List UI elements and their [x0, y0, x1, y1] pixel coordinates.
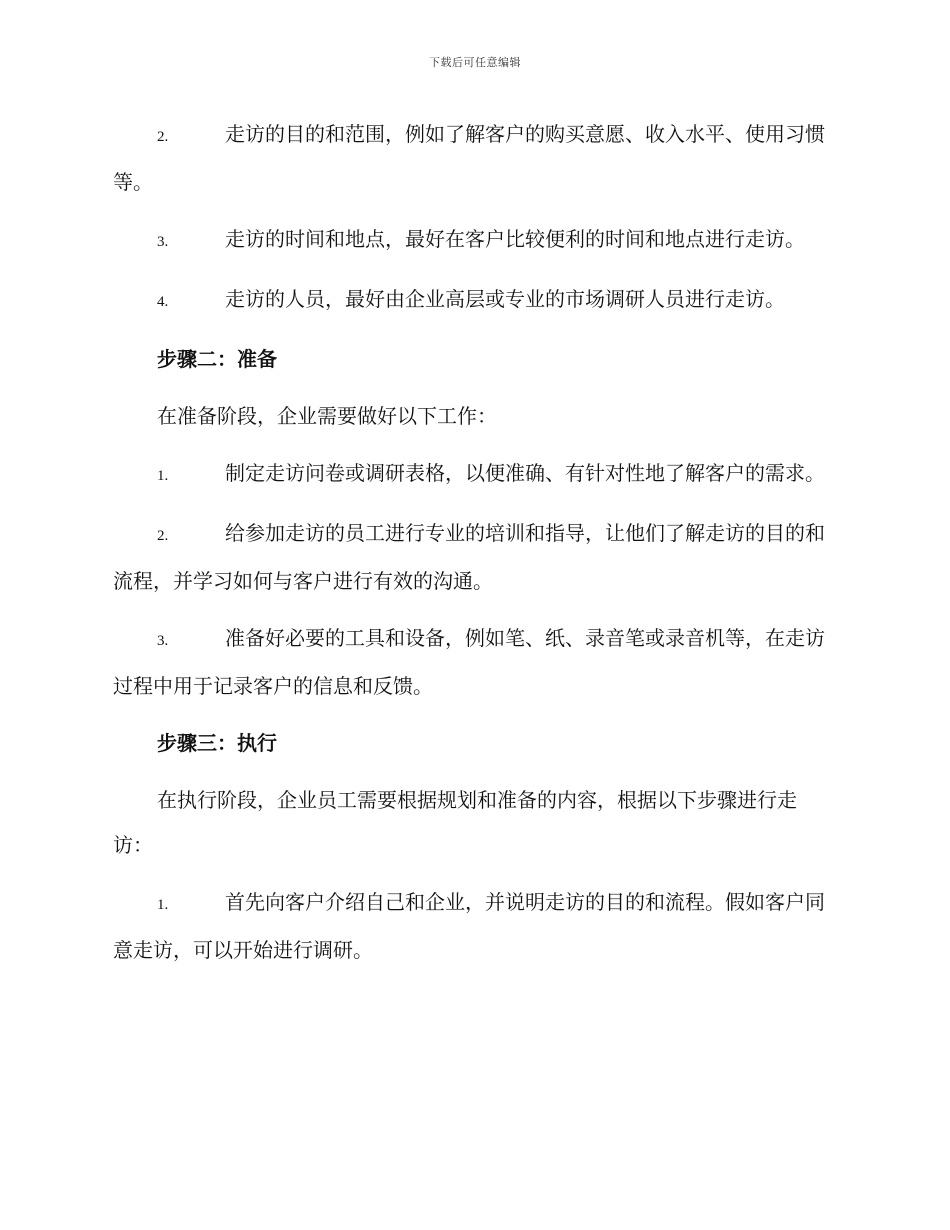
paragraph: 在准备阶段，企业需要做好以下工作：	[157, 404, 497, 428]
list-item	[113, 451, 833, 499]
list-text: 给参加走访的员工进行专业的培训和指导，让他们了解走访的目的和流程，并学习如何与客户进行有效的沟通。	[113, 521, 825, 593]
list-text: 走访的人员，最好由企业高层或专业的市场调研人员进行走访。	[225, 287, 785, 311]
section-heading: 步骤三：执行	[157, 731, 277, 755]
list-number: 2.	[157, 528, 169, 544]
list-number: 1.	[157, 897, 169, 913]
list-text: 制定走访问卷或调研表格，以便准确、有针对性地了解客户的需求。	[225, 461, 825, 485]
list-text: 准备好必要的工具和设备，例如笔、纸、录音笔或录音机等，在走访过程中用于记录客户的信息和反馈。	[113, 626, 825, 698]
list-item	[113, 880, 833, 973]
document-body	[113, 112, 833, 985]
paragraph: 在执行阶段，企业员工需要根据规划和准备的内容，根据以下步骤进行走访：	[113, 788, 797, 857]
list-number: 3.	[157, 234, 169, 250]
list-item	[113, 511, 833, 604]
section-heading: 步骤二：准备	[157, 347, 277, 371]
list-item	[113, 616, 833, 709]
list-number: 3.	[157, 633, 169, 649]
list-item	[113, 277, 833, 325]
list-number: 2.	[157, 129, 169, 145]
list-item	[113, 217, 833, 265]
list-text: 走访的时间和地点，最好在客户比较便利的时间和地点进行走访。	[225, 227, 805, 251]
list-item	[113, 112, 833, 205]
list-number: 1.	[157, 468, 169, 484]
list-text: 走访的目的和范围，例如了解客户的购买意愿、收入水平、使用习惯等。	[113, 122, 825, 194]
list-number: 4.	[157, 294, 169, 310]
page-header: 下载后可任意编辑	[429, 56, 521, 69]
list-text: 首先向客户介绍自己和企业，并说明走访的目的和流程。假如客户同意走访，可以开始进行调研。	[113, 890, 825, 962]
